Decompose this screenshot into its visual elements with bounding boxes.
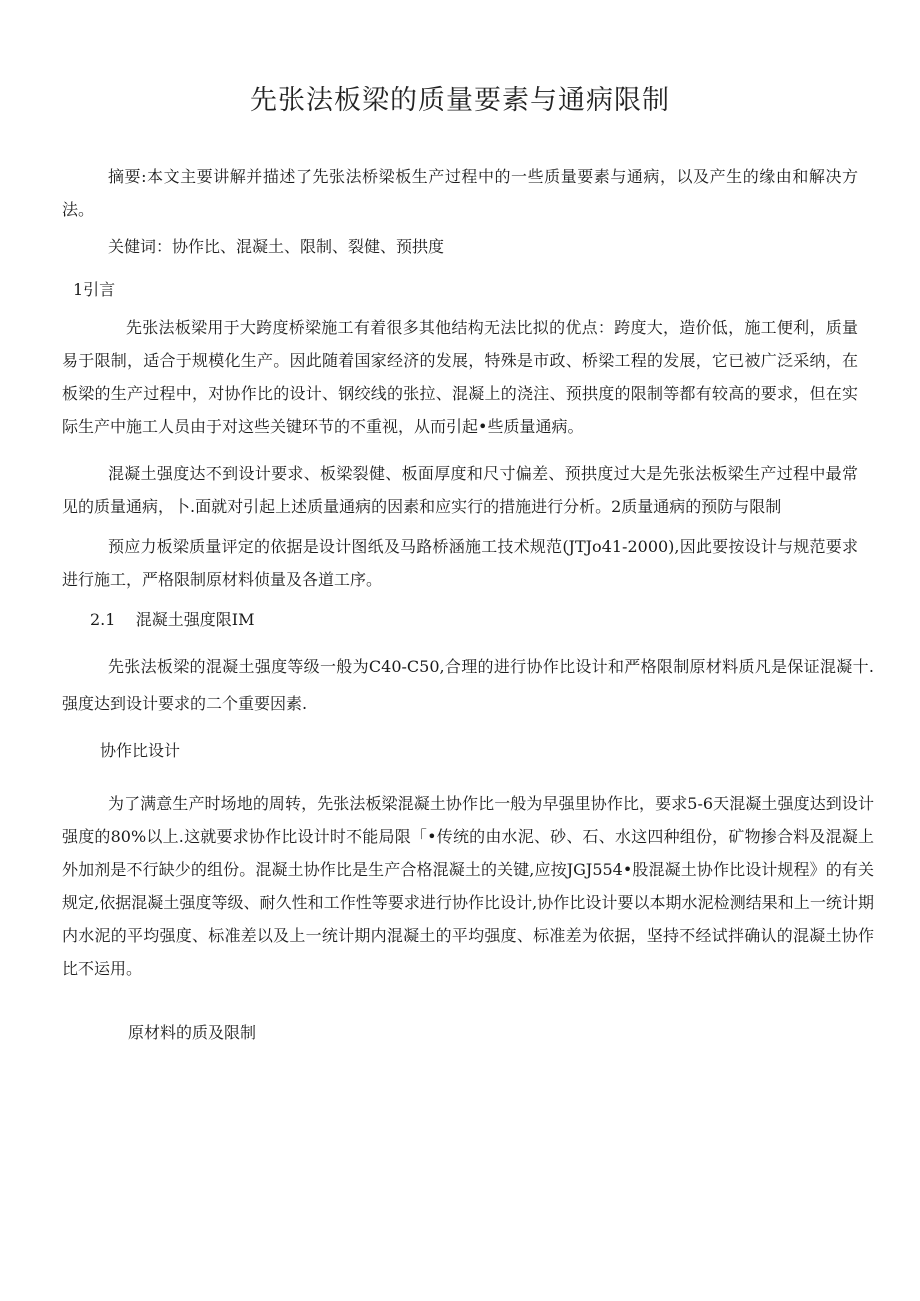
section-2-1-heading: 2.1 混凝土强度限IM — [90, 610, 255, 629]
section-1-heading: 1引言 — [73, 280, 116, 299]
section-1-paragraph-2: 混凝土强度达不到设计要求、板梁裂健、板面厚度和尺寸偏差、预拱度过大是先张法板梁生产过程中最常见的质量通病，卜.面就对引起上述质量通病的因素和应实行的措施进行分析。2质量通病的预防与限制 — [62, 464, 858, 516]
section-2-1-paragraph: 先张法板梁的混凝土强度等级一般为C40-C50,合理的进行协作比设计和严格限制原材料质凡是保证混凝十.强度达到设计要求的二个重要因素. — [62, 657, 874, 713]
document-title: 先张法板梁的质量要素与通病限制 — [250, 85, 670, 116]
raw-material-heading: 原材料的质及限制 — [128, 1023, 257, 1042]
section-2-paragraph-1: 预应力板梁质量评定的依据是设计图纸及马路桥涵施工技术规范(JTJo41-2000),因此要按设计与规范要求进行施工，严格限制原材料侦量及各道工序。 — [62, 537, 858, 589]
mix-design-heading: 协作比设计 — [100, 741, 181, 760]
keywords-line: 关健词：协作比、混凝土、限制、裂健、预拱度 — [108, 237, 445, 256]
mix-design-paragraph: 为了满意生产时场地的周转，先张法板梁混凝土协作比一般为早强里协作比，要求5-6天混凝土强度达到设计强度的80%以上.这就要求协作比设计时不能局限「•传统的由水泥、砂、石、水这四种组份，矿物掺合料及混凝上外加剂是不行缺少的组份。混凝土协作比是生产合格混凝土的关键,应按JGJ554•股混凝土协作比设计规程》的有关规定,依据混凝土强度等级、耐久性和工作性等要求进行协作比设计,协作比设计要以本期水泥检测结果和上一统计期内水泥的平均强度、标准差以及上一统计期内混凝土的平均强度、标准差为依据，坚持不经试拌确认的混凝土协作比不运用。 — [62, 794, 874, 978]
section-1-paragraph-1: 先张法板梁用于大跨度桥梁施工有着很多其他结构无法比拟的优点：跨度大，造价低，施工便利，质量易于限制，适合于规模化生产。因此随着国家经济的发展，特殊是市政、桥梁工程的发展，它已被广泛采纳，在板梁的生产过程中，对协作比的设计、钢绞线的张拉、混凝上的浇注、预拱度的限制等都有较高的要求，但在实际生产中施工人员由于对这些关键环节的不重视，从而引起•些质量通病。 — [62, 318, 858, 436]
abstract-paragraph: 摘要:本文主要讲解并描述了先张法桥梁板生产过程中的一些质量要素与通病，以及产生的缘由和解决方法。 — [62, 167, 858, 219]
